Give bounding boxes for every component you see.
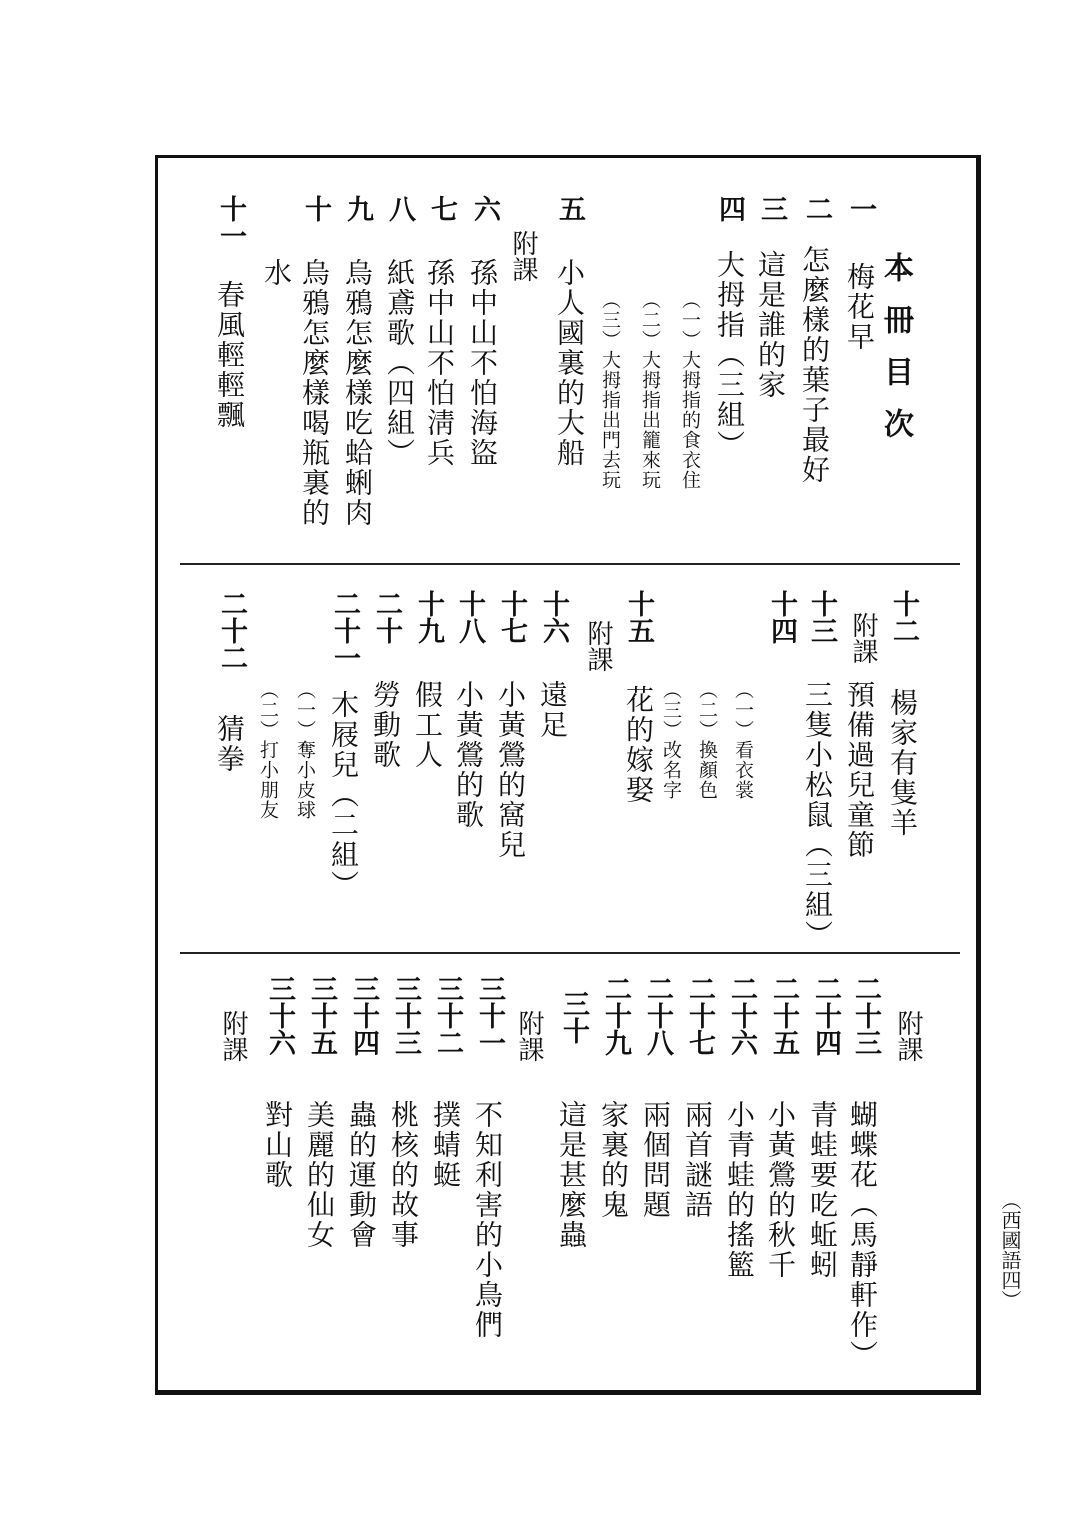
lesson-number: 十三	[806, 590, 837, 644]
lesson-number: 一	[845, 195, 876, 222]
lesson-number: 十一	[215, 195, 246, 249]
lesson-number: 二十三	[850, 975, 881, 1056]
lesson-title: 怎麼樣的葉子最好	[798, 245, 831, 485]
lesson-title: 小黃鶯的秋千	[764, 1100, 797, 1280]
lesson-number: 五	[554, 195, 585, 222]
lesson-title: 這是甚麼蟲	[555, 1100, 588, 1250]
lesson-number: 二十一	[329, 590, 360, 671]
lesson-number: 二十七	[684, 975, 715, 1056]
lesson-title: 猜拳	[213, 714, 246, 774]
lesson-title: 蝴蝶花（馬靜軒作）	[846, 1100, 879, 1370]
lesson-number: 二十五	[768, 975, 799, 1056]
lesson-number: 十五	[623, 590, 654, 644]
lesson-title: 兩首謎語	[681, 1100, 714, 1220]
lesson-title: 對山歌	[261, 1100, 294, 1190]
lesson-title: 不知利害的小鳥們	[471, 1100, 504, 1340]
lesson-title: 遠足	[536, 680, 569, 740]
lesson-title: 紙鳶歌（四組）	[383, 258, 416, 468]
lesson-title-continued: 水	[260, 258, 293, 288]
lesson-title: 花的嫁娶	[622, 685, 655, 805]
lesson-title: 孫中山不怕海盜	[466, 258, 499, 468]
sub-lesson: （三）改名字	[660, 680, 682, 800]
lesson-title: 勞動歌	[369, 680, 402, 770]
lesson-title: 三隻小松鼠（三組）	[801, 680, 834, 950]
lesson-number: 三十六	[264, 975, 295, 1056]
lesson-number: 三十四	[348, 975, 379, 1056]
lesson-title: 烏鴉怎麼樣喝瓶裏的	[298, 258, 331, 528]
lesson-number: 二十六	[726, 975, 757, 1056]
lesson-title: 撲蜻蜓	[429, 1100, 462, 1190]
supplementary-label: 附課	[508, 230, 538, 282]
lesson-title: 美麗的仙女	[303, 1100, 336, 1250]
lesson-number: 十九	[413, 590, 444, 644]
supplementary-label: 附課	[583, 620, 613, 672]
sub-lesson: （二）打小朋友	[257, 680, 279, 820]
lesson-title: 假工人	[411, 680, 444, 770]
lesson-number: 二十八	[642, 975, 673, 1056]
lesson-title: 預備過兒童節	[843, 680, 876, 860]
lesson-number: 三十	[558, 990, 589, 1044]
page-footer: （西國語四）	[998, 1190, 1022, 1310]
page-title: 本冊目次	[878, 252, 913, 460]
lesson-number: 六	[469, 195, 500, 222]
lesson-title: 小人國裏的大船	[553, 258, 586, 468]
lesson-title: 梅花早	[843, 262, 876, 352]
sub-lesson: （三）大拇指出門去玩	[599, 290, 621, 490]
lesson-number: 三十一	[474, 975, 505, 1056]
supplementary-label: 附課	[848, 612, 878, 664]
lesson-title: 小黃鶯的歌	[452, 680, 485, 830]
lesson-number: 二十	[371, 590, 402, 644]
lesson-number: 十	[300, 195, 331, 222]
lesson-title: 小青蛙的搖籃	[723, 1100, 756, 1280]
lesson-title: 木屐兒（二組）	[327, 690, 360, 900]
lesson-title: 桃核的故事	[387, 1100, 420, 1250]
sub-lesson: （二）換顏色	[696, 680, 718, 800]
sub-lesson: （一）大拇指的食衣住	[679, 290, 701, 490]
lesson-title: 烏鴉怎麼樣吃蛤蜊肉	[341, 258, 374, 528]
lesson-number: 十六	[538, 590, 569, 644]
lesson-title: 這是誰的家	[754, 250, 787, 400]
lesson-title: 春風輕輕飄	[213, 280, 246, 430]
lesson-title: 小黃鶯的窩兒	[494, 680, 527, 860]
lesson-title: 家裏的鬼	[597, 1100, 630, 1220]
supplementary-label: 附課	[218, 1010, 248, 1062]
section-divider	[180, 952, 960, 954]
lesson-number: 三十五	[306, 975, 337, 1056]
supplementary-label: 附課	[893, 1010, 923, 1062]
sub-lesson: （一）看衣裳	[732, 680, 754, 800]
lesson-number: 二十二	[216, 590, 247, 671]
lesson-number: 三十二	[432, 975, 463, 1056]
lesson-number: 二十九	[600, 975, 631, 1056]
lesson-title: 兩個問題	[639, 1100, 672, 1220]
lesson-number: 八	[384, 195, 415, 222]
lesson-number: 十八	[454, 590, 485, 644]
lesson-number: 三	[756, 195, 787, 222]
lesson-title: 蟲的運動會	[345, 1100, 378, 1250]
lesson-number: 二	[801, 195, 832, 222]
lesson-number: 二十四	[810, 975, 841, 1056]
lesson-number: 十二	[888, 590, 919, 644]
lesson-number: 九	[342, 195, 373, 222]
sub-lesson: （二）大拇指出籠來玩	[639, 290, 661, 490]
lesson-number: 七	[426, 195, 457, 222]
lesson-number: 十四	[766, 590, 797, 644]
supplementary-label: 附課	[514, 1010, 544, 1062]
lesson-number: 三十三	[390, 975, 421, 1056]
lesson-title: 青蛙要吃蚯蚓	[806, 1100, 839, 1280]
lesson-number: 四	[714, 195, 745, 222]
lesson-title: 大拇指（三組）	[713, 250, 746, 460]
sub-lesson: （一）奪小皮球	[294, 680, 316, 820]
lesson-number: 十七	[496, 590, 527, 644]
section-divider	[180, 563, 960, 565]
lesson-title: 楊家有隻羊	[886, 688, 919, 838]
lesson-title: 孫中山不怕淸兵	[423, 258, 456, 468]
